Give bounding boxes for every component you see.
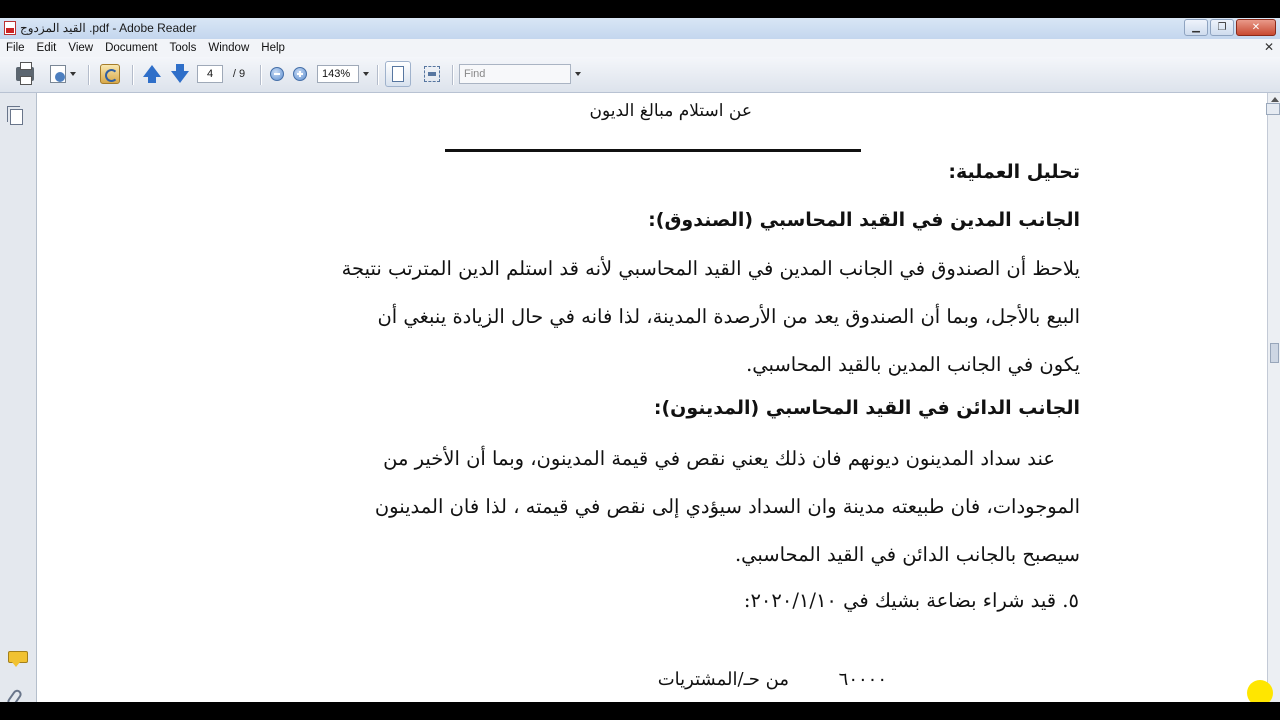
chevron-down-icon (575, 72, 581, 76)
page-thumbnails-icon[interactable] (10, 109, 23, 125)
maximize-button[interactable]: ❐ (1210, 19, 1234, 36)
zoom-out-icon (270, 67, 284, 81)
menu-help[interactable]: Help (261, 42, 285, 54)
zoom-level-input[interactable]: 143% (317, 65, 359, 83)
minimize-button[interactable]: ▁ (1184, 19, 1208, 36)
chevron-down-icon (363, 72, 369, 76)
paragraph-1-line-1: يلاحظ أن الصندوق في الجانب المدين في القيد المحاسبي لأنه قد استلم الدين المترتب نتيجة (341, 257, 1080, 280)
fit-page-icon (392, 66, 404, 82)
menu-file[interactable]: File (6, 42, 25, 54)
page-number-input[interactable]: 4 (197, 65, 223, 83)
paragraph-2-line-1: عند سداد المدينون ديونهم فان ذلك يعني نقص في قيمة المدينون، وبما أن الأخير من (383, 447, 1055, 470)
collaborate-icon (100, 64, 120, 84)
window-title: القيد المزدوج .pdf - Adobe Reader (20, 21, 197, 35)
collaborate-button[interactable] (96, 63, 124, 85)
document-close-icon[interactable]: ✕ (1263, 40, 1274, 54)
menu-window[interactable]: Window (208, 42, 250, 54)
fit-width-icon (424, 66, 440, 82)
chevron-down-icon (70, 72, 76, 76)
find-input[interactable]: Find (459, 64, 571, 84)
toolbar (0, 57, 1280, 93)
fit-page-toggle (385, 61, 411, 87)
heading-debit-side: الجانب المدين في القيد المحاسبي (الصندوق): (648, 209, 1080, 231)
print-icon (16, 67, 34, 81)
fit-width-button[interactable] (418, 61, 446, 87)
next-page-icon (171, 71, 189, 83)
document-page (37, 93, 1267, 702)
page-total-label: / 9 (232, 68, 246, 80)
cursor-highlight (1247, 680, 1273, 702)
toolbar-divider (260, 65, 262, 85)
heading-credit-side: الجانب الدائن في القيد المحاسبي (المدينون): (653, 397, 1080, 419)
entry-amount: ٦٠٠٠٠ (838, 669, 887, 690)
menu-bar (0, 39, 1280, 57)
paragraph-2-line-2: الموجودات، فان طبيعته مدينة وان السداد سيؤدي إلى نقص في قيمته ، لذا فان المدينون (374, 495, 1080, 518)
menu-document[interactable]: Document (105, 42, 158, 54)
window-controls (1184, 19, 1276, 36)
toolbar-divider (452, 65, 454, 85)
heading-analysis: تحليل العملية: (948, 161, 1080, 183)
navigation-pane (0, 93, 37, 702)
scroll-up-icon[interactable] (1271, 97, 1279, 102)
adobe-reader-window (0, 18, 1280, 702)
comments-icon[interactable] (8, 651, 28, 663)
attachments-icon[interactable] (6, 688, 24, 702)
scrollbar-thumb[interactable] (1270, 343, 1279, 363)
page-number-field[interactable] (197, 63, 223, 85)
print-button[interactable] (12, 63, 38, 85)
title-underline (445, 149, 861, 152)
vertical-scrollbar[interactable] (1267, 93, 1280, 702)
fit-page-button[interactable] (384, 61, 412, 87)
paragraph-2-line-3: سيصبح بالجانب الدائن في القيد المحاسبي. (734, 543, 1080, 566)
page-total (227, 63, 251, 85)
screen-bottom-border (0, 702, 1280, 720)
toolbar-divider (132, 65, 134, 85)
list-item-5: ٥. قيد شراء بضاعة بشيك في ٢٠٢٠/١/١٠: (743, 589, 1079, 612)
create-pdf-button[interactable] (46, 63, 80, 85)
toolbar-divider (88, 65, 90, 85)
zoom-in-button[interactable] (291, 63, 309, 85)
menu-edit[interactable]: Edit (36, 42, 57, 54)
next-page-button[interactable] (168, 63, 192, 85)
paragraph-1-line-2: البيع بالأجل، وبما أن الصندوق يعد من الأرصدة المدينة، لذا فانه في حال الزيادة ينبغي أن (377, 305, 1080, 328)
zoom-out-button[interactable] (268, 63, 286, 85)
zoom-in-icon (293, 67, 307, 81)
toolbar-divider (377, 65, 379, 85)
menu-view[interactable]: View (68, 42, 94, 54)
split-handle[interactable] (1266, 103, 1280, 115)
entry-account-label: من حـ/المشتريات (657, 669, 789, 690)
title-bar (0, 18, 1280, 40)
pdf-file-icon (4, 21, 16, 35)
menu-tools[interactable]: Tools (169, 42, 197, 54)
close-button[interactable]: ✕ (1236, 19, 1276, 36)
find-field[interactable] (459, 63, 581, 85)
create-pdf-icon (50, 65, 66, 83)
previous-page-icon (143, 65, 161, 77)
top-line-text: عن استلام مبالغ الديون (589, 101, 752, 121)
previous-page-button[interactable] (140, 63, 164, 85)
paragraph-1-line-3: يكون في الجانب المدين بالقيد المحاسبي. (746, 353, 1080, 376)
zoom-level-select[interactable] (315, 63, 371, 85)
